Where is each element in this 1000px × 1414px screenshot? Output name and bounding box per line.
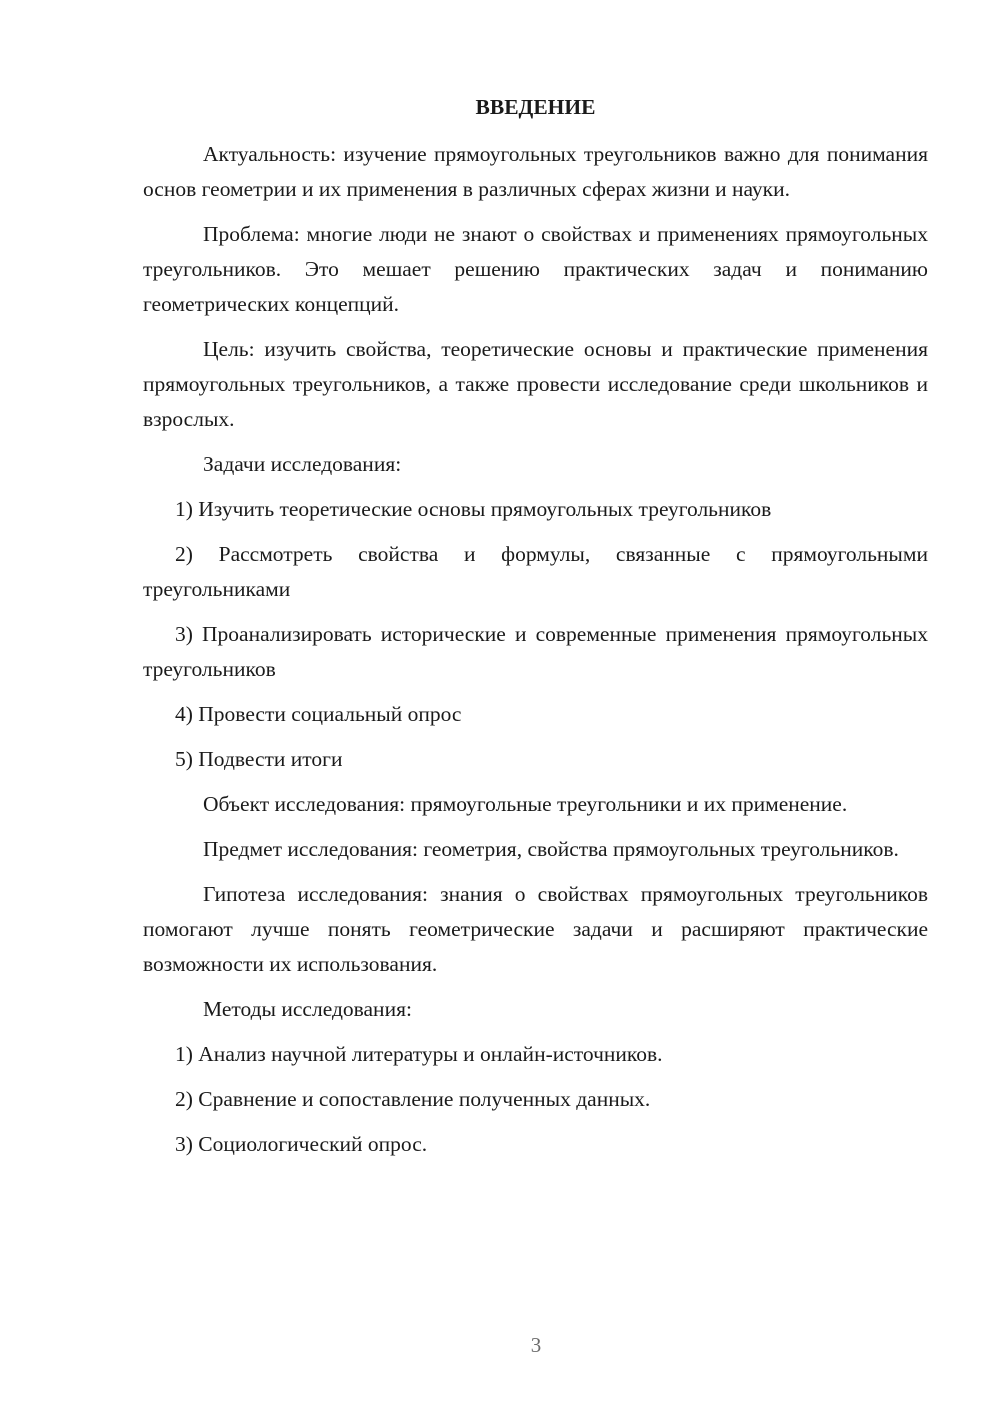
method-item: 1) Анализ научной литературы и онлайн-источников.: [175, 1042, 663, 1066]
problem-paragraph: Проблема: многие люди не знают о свойствах и применениях прямоугольных треугольников. Это мешает решению практических задач и пониманию геометрических концепций.: [143, 222, 928, 316]
task-item: 5) Подвести итоги: [175, 747, 343, 771]
subject-paragraph: Предмет исследования: геометрия, свойства прямоугольных треугольников.: [203, 837, 899, 861]
task-item: 1) Изучить теоретические основы прямоугольных треугольников: [175, 497, 772, 521]
tasks-heading: Задачи исследования:: [203, 452, 402, 476]
method-item: 3) Социологический опрос.: [175, 1132, 428, 1156]
methods-heading: Методы исследования:: [203, 997, 412, 1021]
task-item: 4) Провести социальный опрос: [175, 702, 462, 726]
task-item: 2) Рассмотреть свойства и формулы, связанные с прямоугольными треугольниками: [143, 542, 928, 601]
section-heading: ВВЕДЕНИЕ: [475, 95, 596, 119]
tasks-list: [143, 492, 928, 777]
hypothesis-paragraph: Гипотеза исследования: знания о свойствах прямоугольных треугольников помогают лучше понять геометрические задачи и расширяют практические возможности их использования.: [143, 882, 928, 976]
relevance-paragraph: Актуальность: изучение прямоугольных треугольников важно для понимания основ геометрии и их применения в различных сферах жизни и науки.: [143, 142, 928, 201]
page-number: 3: [530, 1333, 542, 1357]
goal-paragraph: Цель: изучить свойства, теоретические основы и практические применения прямоугольных треугольников, а также провести исследование среди школьников и взрослых.: [143, 337, 928, 431]
object-paragraph: Объект исследования: прямоугольные треугольники и их применение.: [203, 792, 848, 816]
method-item: 2) Сравнение и сопоставление полученных данных.: [175, 1087, 651, 1111]
document-body: [143, 90, 928, 1172]
methods-list: [143, 1037, 928, 1162]
task-item: 3) Проанализировать исторические и современные применения прямоугольных треугольников: [143, 622, 928, 681]
